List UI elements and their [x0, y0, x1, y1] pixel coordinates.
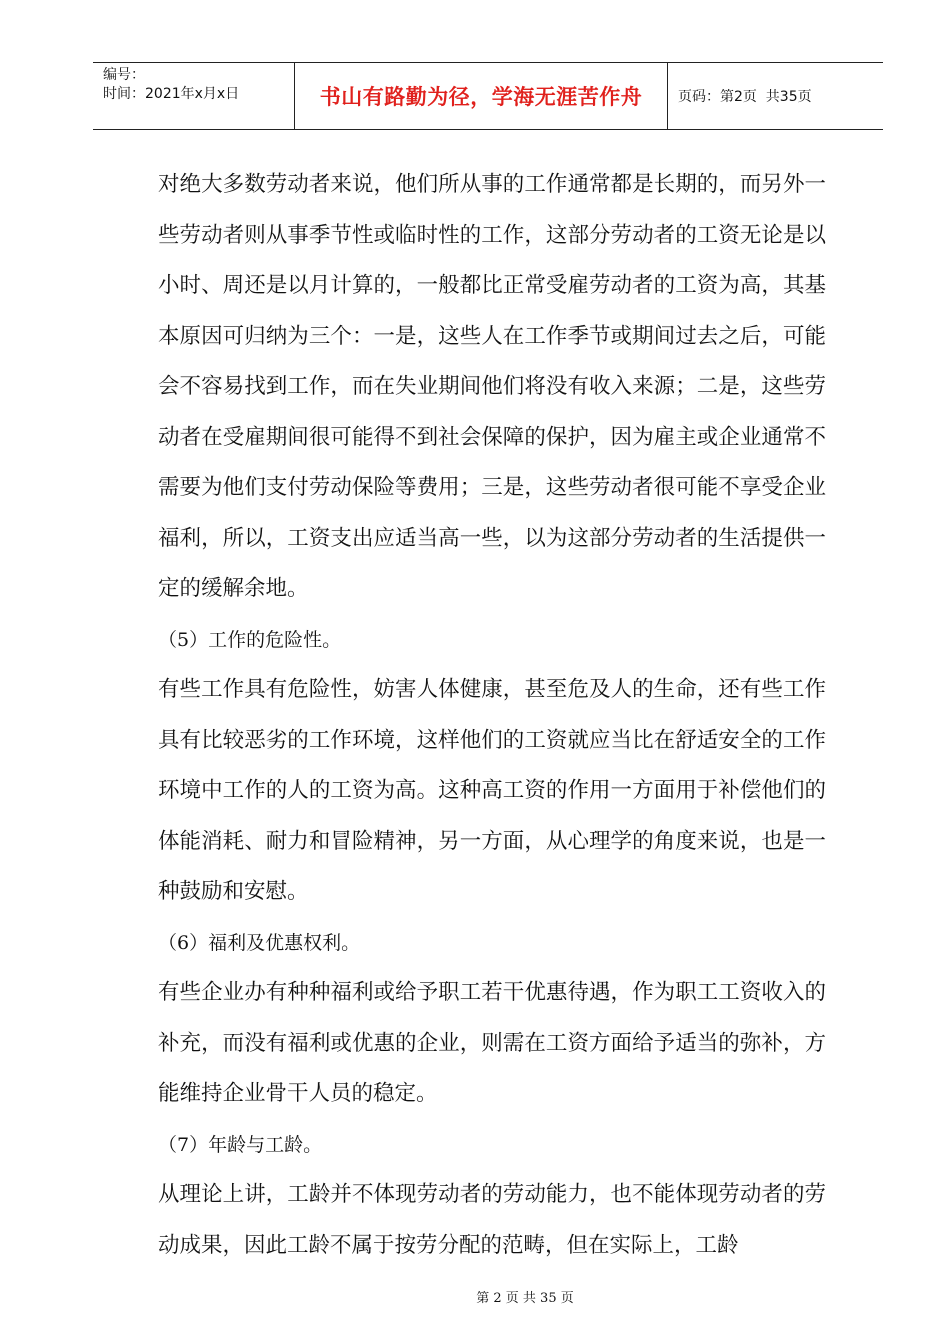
- time-label: 时间：2021年x月x日: [103, 86, 240, 102]
- section-heading-age: （7）年龄与工龄。: [158, 1133, 323, 1156]
- header-page-info: [668, 63, 883, 129]
- section-heading-welfare: （6）福利及优惠权利。: [158, 931, 361, 954]
- paragraph-welfare: 有些企业办有种种福利或给予职工若干优惠待遇，作为职工工资收入的补充，而没有福利或优惠的企业，则需在工资方面给予适当的弥补，方能维持企业骨干人员的稳定。: [158, 980, 826, 1106]
- section-heading-danger: （5）工作的危险性。: [158, 628, 342, 651]
- paragraph-temporary-work: 对绝大多数劳动者来说，他们所从事的工作通常都是长期的，而另外一些劳动者则从事季节性或临时性的工作，这部分劳动者的工资无论是以小时、周还是以月计算的，一般都比正常受雇劳动者的工资为高，其基本原因可归纳为三个：一是，这些人在工作季节或期间过去之后，可能会不容易找到工作，而在失业期间他们将没有收入来源；二是，这些劳动者在受雇期间很可能得不到社会保障的保护，因为雇主或企业通常不需要为他们支付劳动保险等费用；三是，这些劳动者很可能不享受企业福利，所以，工资支出应适当高一些，以为这部分劳动者的生活提供一定的缓解余地。: [158, 172, 826, 601]
- page-label: 页码：第2页 共35页: [678, 89, 812, 105]
- paragraph-danger: 有些工作具有危险性，妨害人体健康，甚至危及人的生命，还有些工作具有比较恶劣的工作环境，这样他们的工资就应当比在舒适安全的工作环境中工作的人的工资为高。这种高工资的作用一方面用于补偿他们的体能消耗、耐力和冒险精神，另一方面，从心理学的角度来说，也是一种鼓励和安慰。: [158, 677, 826, 904]
- paragraph-age: 从理论上讲，工龄并不体现劳动者的劳动能力，也不能体现劳动者的劳动成果，因此工龄不属于按劳分配的范畴，但在实际上，工龄: [158, 1182, 826, 1258]
- header-motto: 书山有路勤为径，学海无涯苦作舟: [295, 63, 668, 129]
- header-meta: [93, 63, 295, 129]
- document-body: [158, 160, 826, 1271]
- page-footer: 第 2 页 共 35 页: [476, 1291, 574, 1306]
- page-header: [93, 62, 883, 130]
- serial-label: 编号：: [103, 67, 145, 83]
